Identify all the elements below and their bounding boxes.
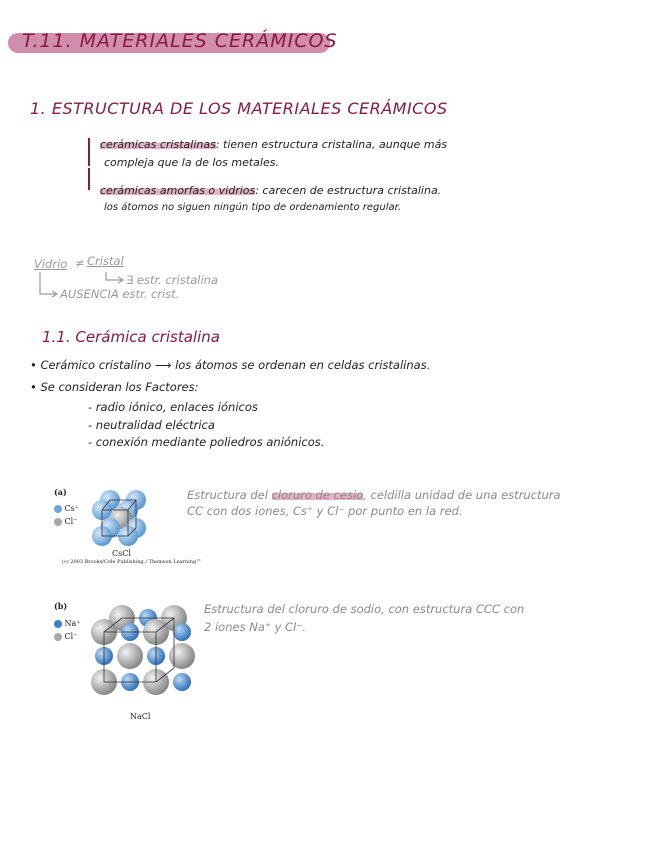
figure-b-legend-cl (54, 632, 77, 641)
amorphous-desc1: : carecen de estructura cristalina. (255, 184, 442, 197)
factor-item: - neutralidad eléctrica (88, 418, 215, 432)
figure-b-desc-line1: Estructura del cloruro de sodio, con estructura CCC con (204, 602, 525, 616)
factor-item: - conexión mediante poliedros aniónicos. (88, 435, 325, 449)
factor-item: - radio iónico, enlaces iónicos (88, 400, 258, 414)
figure-a-legend-cs (54, 504, 79, 513)
desc-a-post: , celdilla unidad de una estructura (363, 488, 561, 502)
bullet-2: • Se consideran los Factores: (30, 380, 199, 394)
figure-b-label: (b) (54, 601, 68, 611)
cscl-unit-cell-image (90, 488, 160, 548)
legend-na-label: Na⁺ (64, 619, 81, 628)
arrow-icon: ⟶ (154, 358, 176, 372)
note-vidrio: Vidrio (34, 257, 68, 271)
figure-b-legend-na (54, 619, 81, 628)
crystalline-desc1: : tienen estructura cristalina, aunque más (215, 138, 448, 151)
amorphous-line1 (100, 184, 441, 197)
figure-b-desc-line2: 2 iones Na⁺ y Cl⁻. (204, 620, 307, 634)
section-heading: 1. ESTRUCTURA DE LOS MATERIALES CERÁMICOS (30, 99, 448, 118)
crystalline-term: cerámicas cristalinas (100, 138, 216, 151)
figure-a-credit: (c) 2003 Brooks/Cole Publishing / Thomson Learning™ (62, 559, 202, 565)
figure-a-desc-line1 (187, 488, 561, 502)
amorphous-term: cerámicas amorfas o vidrios (100, 184, 256, 197)
crystalline-line2: compleja que la de los metales. (104, 156, 279, 169)
desc-a-highlight: cloruro de cesio (271, 488, 364, 502)
note-vidrio-arrow: AUSENCIA estr. crist. (60, 287, 180, 301)
nacl-unit-cell-image (84, 604, 196, 704)
note-neq: ≠ (75, 256, 85, 270)
bullet-1: • Cerámico cristalino ⟶ los átomos se ordenan en celdas cristalinas. (30, 358, 431, 372)
figure-a-legend-cl (54, 517, 77, 526)
bullet1-left: Cerámico cristalino (40, 358, 152, 372)
cs-ion-icon (54, 505, 62, 513)
na-ion-icon (54, 620, 62, 628)
bullet1-right: los átomos se ordenan en celdas cristalinas. (175, 358, 431, 372)
note-cristal: Cristal (87, 254, 124, 268)
legend-cl-label: Cl⁻ (64, 517, 78, 526)
note-cristal-arrow: ∃ estr. cristalina (126, 273, 218, 287)
figure-a-caption: CsCl (112, 549, 131, 558)
bracket-amorphous (88, 168, 90, 190)
crystalline-line1 (100, 138, 447, 151)
figure-a-label: (a) (54, 487, 67, 497)
amorphous-line2: los átomos no siguen ningún tipo de ordenamiento regular. (104, 202, 402, 213)
figure-b-caption: NaCl (130, 712, 151, 721)
legend-cl-label: Cl⁻ (64, 632, 78, 641)
legend-cs-label: Cs⁺ (64, 504, 79, 513)
page-title: T.11. MATERIALES CERÁMICOS (22, 30, 338, 52)
subsection-heading: 1.1. Cerámica cristalina (42, 328, 220, 346)
desc-a-pre: Estructura del (187, 488, 272, 502)
figure-a-desc-line2: CC con dos iones, Cs⁺ y Cl⁻ por punto en la red. (187, 504, 463, 518)
cl-ion-icon (54, 518, 62, 526)
bullet2-text: Se consideran los Factores: (40, 380, 199, 394)
bracket-crystalline (88, 138, 90, 166)
cl-ion-icon (54, 633, 62, 641)
